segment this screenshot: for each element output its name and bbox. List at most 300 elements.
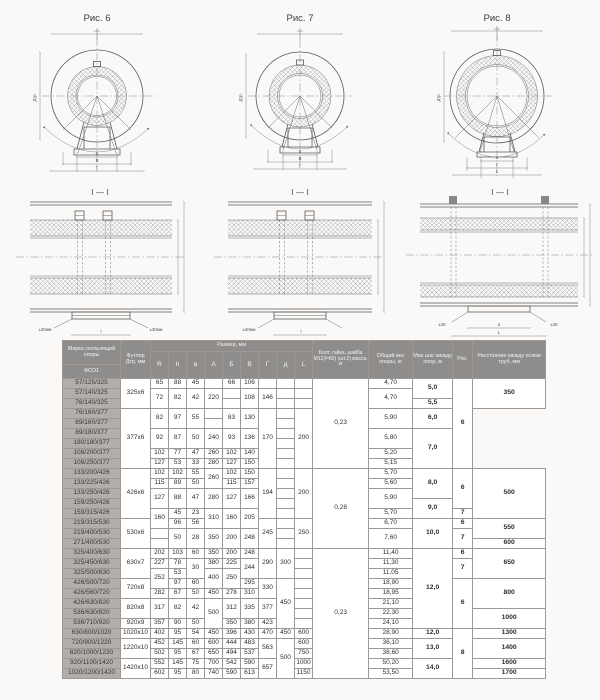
insulation-band-bottom [420,285,578,297]
table-cell: 53 [169,459,187,469]
table-cell: 245 [259,519,277,549]
table-cell: 590 [241,659,259,669]
table-cell [295,399,313,409]
table-cell [151,539,169,549]
table-cell: 271/400/530 [63,539,121,549]
bolt [449,196,457,204]
table-cell: 89/160/377 [63,419,121,429]
table-cell: 295 [241,579,259,589]
table-cell: 6 [453,469,473,509]
table-cell: 444 [223,639,241,649]
dim-label: Б [298,149,302,154]
table-cell: 380 [205,559,223,569]
table-cell: 920х9 [121,619,151,629]
table-cell: 10,0 [413,519,453,549]
table-cell [277,399,295,409]
table-cell: 227 [151,559,169,569]
tolerance-label: ±30мм [242,327,256,332]
table-cell: 550 [473,519,546,539]
table-cell [223,389,241,399]
table-cell: 300 [277,549,295,579]
table-cell: 102 [151,469,169,479]
table-cell: 500 [205,599,223,629]
header-size-letter: R [151,352,169,379]
table-cell: 45 [187,379,205,389]
technical-drawings [0,0,600,340]
dim-label: а [497,322,501,327]
table-cell: 450 [277,629,295,639]
table-cell: 157 [241,479,259,489]
table-cell: 115 [223,479,241,489]
table-cell: 483 [241,639,259,649]
table-cell [259,379,277,389]
table-cell [295,389,313,399]
table-cell: 542 [223,659,241,669]
table-cell: 750 [295,649,313,659]
header-fso1: ФСО1 [63,365,121,379]
table-cell: 5,0 [413,379,453,399]
header-size-letter: в [187,352,205,379]
table-cell: 18,95 [369,589,413,599]
table-cell: 1020/1200/1420 [63,669,121,679]
table-cell: 108/250/377 [63,459,121,469]
table-cell: 219/400/530 [63,529,121,539]
section-label: I — I [291,188,309,197]
dim-label: а [495,155,499,160]
table-cell: 8 [453,629,473,679]
table-cell: 820/1000/1220 [63,649,121,659]
table-cell: 30 [187,559,205,579]
fig8-label: Рис. 8 [483,13,511,24]
table-cell: 14,0 [413,659,453,679]
table-cell: 357 [151,619,169,629]
table-cell: 240 [205,429,223,449]
table-cell: 1400 [473,639,546,659]
table-cell: 28 [187,529,205,549]
table-cell: 470 [259,629,277,639]
table-cell: 248 [241,549,259,559]
table-cell: 630/800/1020 [63,629,121,639]
table-cell: 57/125/325 [63,379,121,389]
leader-lines [452,312,546,322]
table-cell: 93 [223,429,241,449]
table-cell: 76/140/325 [63,399,121,409]
table-cell: 145 [169,639,187,649]
table-cell [295,569,313,579]
table-cell: 82 [151,409,169,429]
table-cell: 530х6 [121,519,151,549]
table-cell: 630х7 [121,549,151,579]
leader-lines [54,319,148,328]
table-cell: 88 [169,489,187,509]
dim-label: L [495,169,499,174]
table-cell: 396 [223,629,241,639]
table-cell: 95 [169,669,187,679]
table-cell: 278 [223,589,241,599]
table-cell: 450 [205,629,223,639]
table-cell: 350 [205,529,223,549]
dim-label: В [95,158,99,163]
table-cell: 5,15 [369,459,413,469]
table-cell: 136 [241,429,259,449]
table-cell: 426/560/720 [63,589,121,599]
section-view-1 [16,188,186,335]
table-cell: 7,60 [369,529,413,549]
table-cell: 106 [241,379,259,389]
header-ris: Рис. [453,341,473,379]
table-cell: 820х8 [121,599,151,619]
table-cell: 430 [241,629,259,639]
table-cell: 13,0 [413,639,453,659]
table-cell: 102 [151,449,169,459]
dim-label-dtr: Дтр [238,94,243,102]
table-cell [277,459,295,469]
section-label: I — I [91,188,109,197]
table-cell: 6 [453,549,473,559]
table-cell: 108 [241,389,259,409]
table-cell: 740 [205,669,223,679]
table-cell: 602 [151,669,169,679]
table-cell: 350 [205,549,223,559]
table-cell: 590 [223,669,241,679]
insulation-band-bottom [30,278,172,294]
table-cell [277,429,295,439]
table-cell: 325/400/630 [63,549,121,559]
bolt [541,196,549,204]
table-cell: 290 [259,549,277,579]
table-cell: 7,0 [413,429,453,469]
table-cell: 0,28 [313,469,369,549]
table-cell: 50 [187,589,205,599]
table-cell: 248 [241,529,259,549]
table-cell: 260 [205,449,223,459]
table-cell: 1600 [473,659,546,669]
section-view-2 [214,188,384,335]
table-cell: 159/315/426 [63,509,121,519]
table-cell: 133/250/426 [63,489,121,499]
table-cell: 600 [295,629,313,639]
table-cell: 1150 [295,669,313,679]
table-cell: 219/315/530 [63,519,121,529]
table-cell: 920/1100/1420 [63,659,121,669]
table-cell: 83 [223,409,241,429]
dim-label: Г [298,163,302,168]
table-cell: 54 [187,629,205,639]
table-cell: 92 [151,429,169,449]
table-cell: 7 [453,529,473,549]
tolerance-label: ±30мм [149,327,163,332]
table-cell: 7 [453,559,473,579]
table-cell: 5,5 [413,399,453,409]
table-cell: 402 [151,629,169,639]
dim-label: В [298,156,302,161]
table-cell: 115 [151,479,169,489]
header-size-letter: д [277,352,295,379]
table-cell: 350 [223,619,241,629]
table-cell: 4,70 [369,379,413,389]
band-borders [420,218,578,297]
table-cell: 6,70 [369,519,413,529]
dim-label-dtr: Дтр [32,94,37,102]
table-cell: 50 [187,619,205,629]
table-cell: 102 [223,449,241,459]
table-cell: 127 [223,459,241,469]
table-cell: 250 [223,569,241,589]
table-cell [277,439,295,449]
table-cell: 310 [241,589,259,599]
table-cell [205,419,223,429]
table-cell: 102 [223,469,241,479]
table-cell: 5,70 [369,509,413,519]
table-cell: 1000 [473,609,546,629]
spec-table-body [63,379,546,679]
table-cell: 146 [259,389,277,409]
table-cell: 108/200/377 [63,449,121,459]
table-cell: 90 [169,619,187,629]
table-cell: 260 [205,469,223,489]
table-cell: 11,40 [369,549,413,559]
table-cell: 42 [187,389,205,409]
table-cell: 450 [277,579,295,629]
table-cell: 97 [169,579,187,589]
table-cell: 377 [259,599,277,619]
table-cell: 600 [295,639,313,649]
dim-label-dtr: Дтр [436,94,441,102]
fig6-label: Рис. 6 [83,13,111,24]
table-cell [277,469,295,479]
header-size-letter: А [205,352,223,379]
table-cell [205,379,223,389]
table-cell: 102 [169,469,187,479]
table-cell: 57/140/325 [63,389,121,399]
table-cell: 18,90 [369,579,413,589]
table-cell [277,489,295,499]
table-cell: 252 [151,569,169,589]
section-view-3 [406,188,592,336]
table-cell [295,609,313,619]
table-cell: 60 [187,639,205,649]
table-cell [295,379,313,389]
dim-label: l [300,329,302,334]
table-cell: 536/710/920 [63,619,121,629]
table-cell: 127 [151,489,169,509]
table-cell: 47 [187,489,205,509]
insulation-band-top [420,218,578,230]
table-cell: 426/500/720 [63,579,121,589]
table-cell: 5,20 [369,449,413,459]
table-cell: 1000 [295,659,313,669]
table-cell: 53,50 [369,669,413,679]
table-cell: 6 [453,379,473,469]
table-cell: 330 [259,579,277,599]
table-cell: 127 [223,489,241,509]
table-cell: 325х6 [121,379,151,409]
table-cell: 87 [169,429,187,449]
table-cell: 42 [187,599,205,619]
table-cell: 50,20 [369,659,413,669]
table-cell: 205 [241,509,259,529]
table-cell: 317 [151,599,169,619]
table-cell: 0,23 [313,549,369,679]
table-cell [277,449,295,459]
leader-lines [258,319,342,328]
table-cell: 160 [151,509,169,529]
table-cell: 200 [223,549,241,559]
tolerance-label: ±30 [550,322,558,327]
table-cell [277,519,295,529]
dim-label: L [497,330,501,335]
table-cell: 56 [187,519,205,529]
table-cell: 377х6 [121,409,151,469]
dim-label: Г [95,165,99,170]
insulation-band-bottom [228,278,372,294]
table-cell: 6,0 [413,409,453,429]
table-cell: 76/160/377 [63,409,121,419]
table-cell [277,379,295,389]
table-cell: 200 [295,409,313,469]
table-cell: 700 [205,659,223,669]
table-cell: 77 [169,449,187,459]
table-cell: 423 [259,619,277,629]
table-cell [151,529,169,539]
table-cell: 400 [205,569,223,589]
table-cell: 5,80 [369,429,413,449]
dim-label: Г [495,162,499,167]
table-cell: 82 [169,389,187,409]
table-cell: 36,10 [369,639,413,649]
table-cell: 1300 [473,629,546,639]
table-cell: 6 [453,579,473,629]
table-cell: 220 [205,389,223,409]
section-label: I — I [491,188,509,197]
table-cell: 133/200/426 [63,469,121,479]
table-cell: 500 [473,469,546,519]
header-futlyar: Футляр Дтр, мм [121,341,151,379]
figure-8-cross-section [436,13,552,178]
table-cell: 500 [277,639,295,679]
table-cell: 82 [169,599,187,619]
figure-7-cross-section [238,13,352,170]
table-cell [277,499,295,509]
header-size-letter: В [241,352,259,379]
table-cell: 1420х10 [121,659,151,679]
dim-label: Б [95,151,99,156]
table-cell: 1700 [473,669,546,679]
table-cell: 600 [473,539,546,549]
table-cell [277,409,295,419]
table-cell: 33 [187,459,205,469]
table-cell: 166 [241,489,259,509]
table-cell: 194 [259,469,277,519]
table-cell: 552 [151,659,169,669]
table-cell: 12,0 [413,549,453,629]
table-cell [295,599,313,609]
table-cell: 150 [241,459,259,469]
table-cell: 47 [187,449,205,459]
insulation-band-top [30,220,172,236]
table-cell: 53 [169,569,187,579]
table-cell: 280 [205,489,223,509]
table-cell [277,479,295,489]
table-cell [295,619,313,629]
table-cell: 65 [151,379,169,389]
table-cell: 22,30 [369,609,413,619]
table-cell: 88 [169,379,187,389]
table-cell: 95 [169,629,187,639]
table-cell: 133/225/426 [63,479,121,489]
header-size-letter: Б [223,352,241,379]
table-cell: 5,90 [369,409,413,429]
figure-6-cross-section [32,13,156,172]
table-cell: 312 [223,599,241,619]
table-cell: 8,0 [413,469,453,499]
table-cell: 244 [241,559,259,579]
table-cell: 24,10 [369,619,413,629]
header-rasst: Расстояние между осями труб, мм [473,341,546,379]
table-cell: 75 [187,659,205,669]
table-cell [205,409,223,419]
table-cell: 1020х10 [121,629,151,639]
insulation-band-top [228,220,372,236]
table-cell: 600 [205,639,223,649]
table-cell: 89/180/377 [63,429,121,439]
table-cell [277,509,295,519]
table-cell: 66 [223,379,241,389]
table-cell: 11,30 [369,559,413,569]
table-cell: 95 [169,649,187,659]
table-cell: 50 [187,479,205,489]
table-cell: 80 [187,669,205,679]
table-cell: 200 [295,469,313,519]
table-cell: 450 [205,589,223,599]
table-cell: 23 [187,509,205,519]
table-cell: 7 [453,509,473,519]
table-cell: 145 [169,659,187,669]
table-cell [295,589,313,599]
table-cell [277,419,295,429]
header-marka: Марка скользящей опоры [63,341,121,365]
table-cell [277,389,295,399]
table-cell: 160 [223,509,241,529]
table-cell: 60 [187,549,205,559]
table-cell [277,529,295,539]
table-cell [277,539,295,549]
tolerance-label: ±30 [438,322,446,327]
table-cell: 657 [259,659,277,679]
table-cell: 350 [473,379,546,409]
header-size-letter: Г [259,352,277,379]
table-cell: 325/450/630 [63,559,121,569]
table-cell: 55 [187,409,205,429]
table-cell: 4,70 [369,389,413,409]
table-cell: 800 [473,579,546,609]
table-cell: 50 [187,429,205,449]
table-cell: 202 [151,549,169,559]
table-cell: 6 [453,519,473,529]
table-cell: 67 [187,649,205,659]
table-cell [295,559,313,569]
table-cell: 67 [169,589,187,599]
table-cell: 720/900/1220 [63,639,121,649]
table-cell: 28,90 [369,629,413,639]
spec-table [62,340,546,679]
spec-table-header [63,341,546,379]
table-cell: 536/630/820 [63,609,121,619]
table-cell: 380 [241,619,259,629]
table-cell: 200 [223,529,241,549]
table-cell [295,579,313,589]
header-size-letter: L [295,352,313,379]
